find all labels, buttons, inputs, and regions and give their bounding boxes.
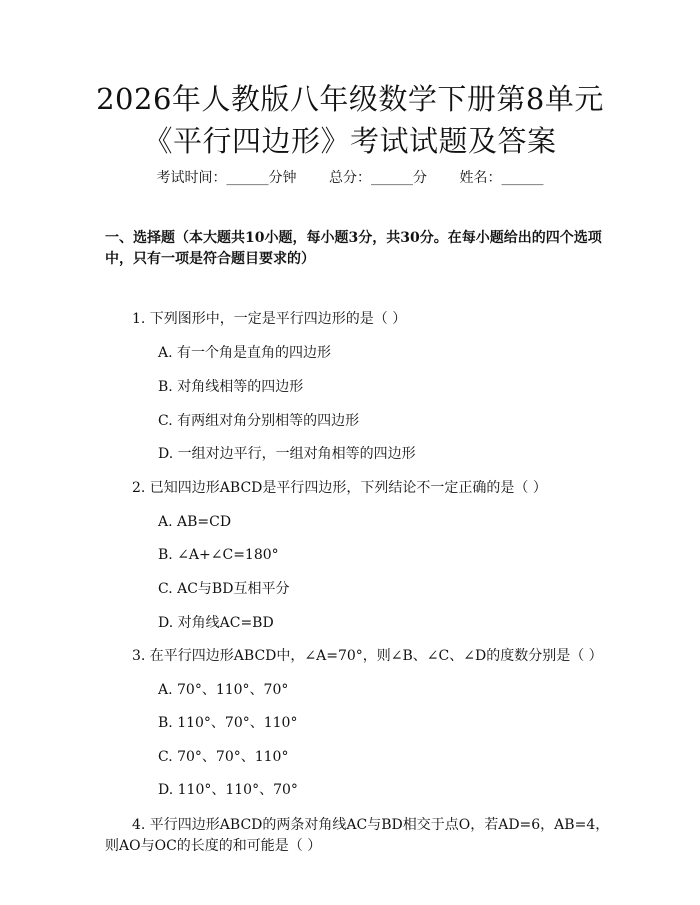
question-option: D. 110°、110°、70° — [158, 782, 298, 798]
question-option: B. 对角线相等的四边形 — [158, 379, 304, 395]
student-name: 姓名：______ — [459, 170, 544, 186]
question-stem: 4. 平行四边形ABCD的两条对角线AC与BD相交于点O，若AD=6，AB=4，则AO与OC的长度的和可能是（ ） — [105, 817, 610, 854]
question-option: B. ∠A+∠C=180° — [158, 547, 279, 563]
question-option: C. AC与BD互相平分 — [158, 581, 290, 597]
exam-time: 考试时间：______分钟 — [156, 170, 297, 186]
question-option: A. AB=CD — [158, 514, 232, 530]
exam-meta — [0, 168, 700, 188]
question-option: B. 110°、70°、110° — [158, 715, 298, 731]
total-score: 总分：______分 — [329, 170, 427, 186]
question-option: A. 有一个角是直角的四边形 — [158, 345, 332, 361]
question-option: C. 有两组对角分别相等的四边形 — [158, 413, 360, 429]
question-option: C. 70°、70°、110° — [158, 749, 289, 765]
question-stem: 1. 下列图形中，一定是平行四边形的是（ ） — [132, 311, 407, 327]
section-heading: 一、选择题（本大题共10小题，每小题3分，共30分。在每小题给出的四个选项中，只有一项是符合题目要求的） — [105, 230, 602, 267]
question-option: A. 70°、110°、70° — [158, 682, 289, 698]
question-option: D. 对角线AC=BD — [158, 615, 274, 631]
question-option: D. 一组对边平行，一组对角相等的四边形 — [158, 446, 416, 462]
exam-title: 2026年人教版八年级数学下册第8单元《平行四边形》考试试题及答案 — [96, 82, 604, 158]
question-stem: 2. 已知四边形ABCD是平行四边形，下列结论不一定正确的是（ ） — [132, 480, 547, 496]
question-stem: 3. 在平行四边形ABCD中，∠A=70°，则∠B、∠C、∠D的度数分别是（ ） — [132, 648, 603, 664]
